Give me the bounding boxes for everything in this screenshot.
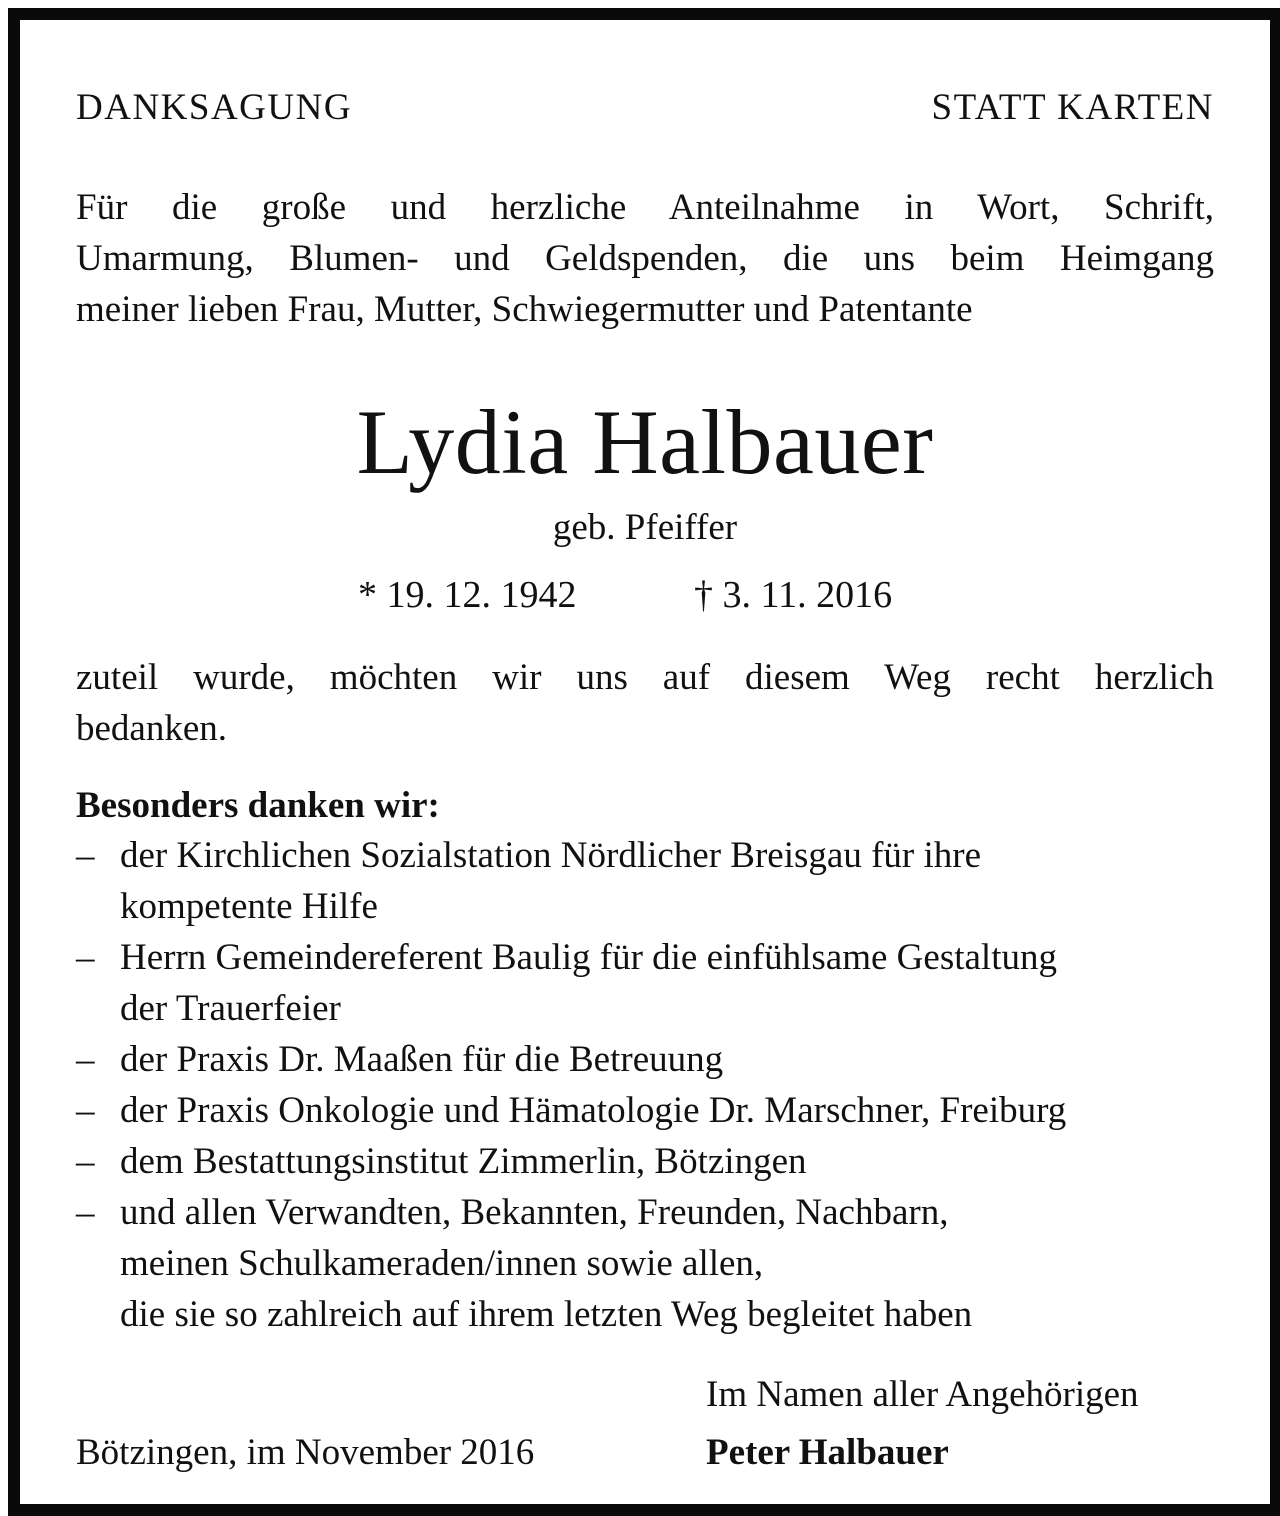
special-thanks-heading: Besonders danken wir: <box>76 785 440 826</box>
signature-block <box>706 1366 1139 1482</box>
notice-frame <box>8 8 1280 1516</box>
special-thanks-list <box>76 830 1214 1340</box>
thanks-item-line: dem Bestattungsinstitut Zimmerlin, Bötzingen <box>120 1141 807 1182</box>
on-behalf-line: Im Namen aller Angehörigen <box>706 1374 1139 1415</box>
intro-line: meiner lieben Frau, Mutter, Schwiegermutter und Patentante <box>76 289 973 330</box>
intro-line: Für die große und herzliche Anteilnahme in Wort, Schrift, <box>76 187 1214 228</box>
dash-bullet: – <box>76 835 95 876</box>
dash-bullet: – <box>76 937 95 978</box>
thanks-item <box>76 830 1214 932</box>
thanks-item-line: meinen Schulkameraden/innen sowie allen, <box>120 1243 764 1284</box>
thanks-item-line: kompetente Hilfe <box>120 886 378 927</box>
thanks-item <box>76 1085 1214 1136</box>
thanks-item-line: der Kirchlichen Sozialstation Nördlicher Breisgau für ihre <box>120 835 981 876</box>
thanks-item <box>76 932 1214 1034</box>
dash-bullet: – <box>76 1039 95 1080</box>
birth-name: geb. Pfeiffer <box>552 507 738 548</box>
dash-bullet: – <box>76 1090 95 1131</box>
signer-name: Peter Halbauer <box>706 1432 949 1473</box>
intro-paragraph <box>76 182 1214 335</box>
intro-line: Umarmung, Blumen- und Geldspenden, die uns beim Heimgang <box>76 238 1214 279</box>
dash-bullet: – <box>76 1141 95 1182</box>
thanks-item-line: der Praxis Onkologie und Hämatologie Dr. Marschner, Freiburg <box>120 1090 1067 1131</box>
thanks-item-line: der Praxis Dr. Maaßen für die Betreuung <box>120 1039 724 1080</box>
closing-line: bedanken. <box>76 708 228 749</box>
thanks-item <box>76 1034 1214 1085</box>
life-dates <box>76 570 1214 620</box>
thanks-item-line: Herrn Gemeindereferent Baulig für die einfühlsame Gestaltung <box>120 937 1057 978</box>
header-danksagung: DANKSAGUNG <box>76 87 353 128</box>
birth-date: * 19. 12. 1942 <box>358 574 577 616</box>
header-statt-karten: STATT KARTEN <box>931 87 1214 128</box>
closing-line: zuteil wurde, möchten wir uns auf diesem Weg recht herzlich <box>76 657 1214 698</box>
thanks-item <box>76 1187 1214 1340</box>
closing-paragraph <box>76 652 1214 754</box>
thanks-item <box>76 1136 1214 1187</box>
thanks-item-line: und allen Verwandten, Bekannten, Freunden, Nachbarn, <box>120 1192 949 1233</box>
death-date: † 3. 11. 2016 <box>694 574 893 616</box>
thanks-item-line: der Trauerfeier <box>120 988 341 1029</box>
notice-content <box>76 20 1214 1504</box>
thanks-item-line: die sie so zahlreich auf ihrem letzten Weg begleitet haben <box>120 1294 973 1335</box>
deceased-name: Lydia Halbauer <box>356 391 934 493</box>
notice-header <box>76 86 1214 136</box>
place-and-date: Bötzingen, im November 2016 <box>76 1432 535 1473</box>
deceased-block <box>76 392 1214 550</box>
dash-bullet: – <box>76 1192 95 1233</box>
